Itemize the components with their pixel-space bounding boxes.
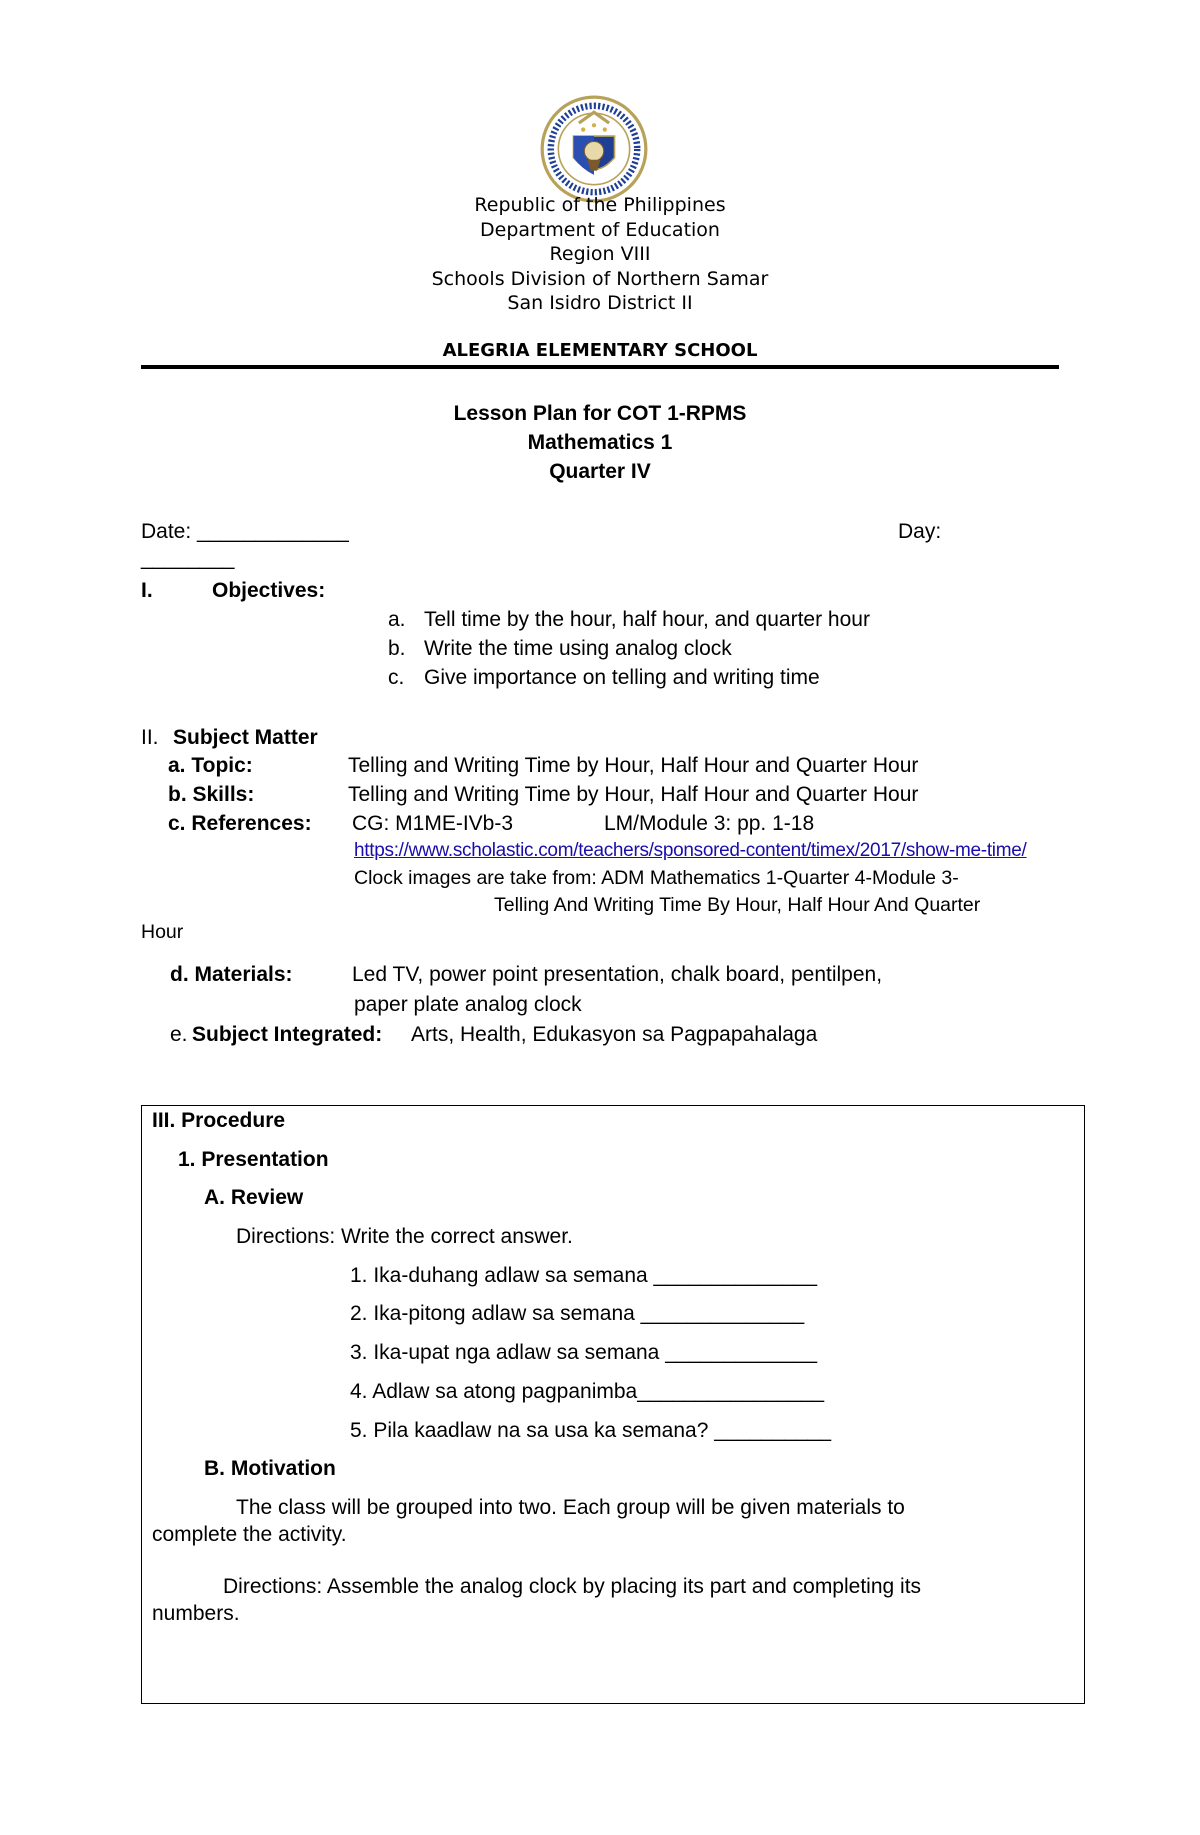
day-blank: ________ [141,547,235,570]
integrated-label: Subject Integrated: [192,1023,383,1046]
header-divider [141,365,1059,369]
review-question: 1. Ika-duhang adlaw sa semana ______________ [350,1264,818,1287]
procedure-heading: III. Procedure [152,1109,286,1132]
objective-item: Tell time by the hour, half hour, and quarter hour [424,608,870,631]
clock-source-line-3: Hour [141,921,184,943]
quarter-title: Quarter IV [549,460,651,483]
header-line-department: Department of Education [480,219,720,241]
clock-source-line-2: Telling And Writing Time By Hour, Half Hour And Quarter [494,894,981,916]
header-line-division: Schools Division of Northern Samar [431,268,769,290]
objectives-numeral: I. [141,579,153,602]
date-field: Date: _____________ [141,520,349,543]
objectives-heading: Objectives: [212,579,326,602]
clock-source-line-1: Clock images are take from: ADM Mathematics 1-Quarter 4-Module 3- [354,867,959,889]
subject-matter-numeral: II. [141,726,159,749]
lesson-plan-title: Lesson Plan for COT 1-RPMS [453,402,747,425]
presentation-heading: 1. Presentation [178,1148,329,1171]
subject-matter-heading: Subject Matter [173,726,318,749]
review-question: 2. Ika-pitong adlaw sa semana ______________ [350,1302,805,1325]
motivation-paragraph-1-line-1: The class will be grouped into two. Each group will be given materials to [236,1496,905,1519]
review-question: 4. Adlaw sa atong pagpanimba________________ [350,1380,825,1403]
header-line-district: San Isidro District II [507,292,693,314]
objective-letter: c. [388,666,405,689]
school-name: ALEGRIA ELEMENTARY SCHOOL [442,340,758,361]
review-directions: Directions: Write the correct answer. [236,1225,573,1248]
header-line-republic: Republic of the Philippines [474,194,726,216]
day-label: Day: [898,520,942,543]
skills-label: b. Skills: [168,783,255,806]
subject-title: Mathematics 1 [527,431,673,454]
integrated-letter: e. [170,1023,188,1046]
materials-label: d. Materials: [170,963,293,986]
references-label: c. References: [168,812,312,835]
integrated-value: Arts, Health, Edukasyon sa Pagpapahalaga [411,1023,818,1046]
reference-cg: CG: M1ME-IVb-3 [352,812,514,835]
materials-line-1: Led TV, power point presentation, chalk board, pentilpen, [352,963,883,986]
materials-line-2: paper plate analog clock [354,993,582,1016]
motivation-heading: B. Motivation [204,1457,336,1480]
motivation-paragraph-2-line-2: numbers. [152,1602,240,1625]
objective-item: Give importance on telling and writing time [424,666,820,689]
objective-letter: a. [388,608,406,631]
objective-item: Write the time using analog clock [424,637,732,660]
topic-value: Telling and Writing Time by Hour, Half Hour and Quarter Hour [348,754,919,777]
review-heading: A. Review [204,1186,304,1209]
reference-lm: LM/Module 3: pp. 1-18 [604,812,815,835]
review-question: 3. Ika-upat nga adlaw sa semana _____________ [350,1341,818,1364]
motivation-paragraph-1-line-2: complete the activity. [152,1523,347,1546]
motivation-paragraph-2-line-1: Directions: Assemble the analog clock by placing its part and completing its [223,1575,922,1598]
skills-value: Telling and Writing Time by Hour, Half Hour and Quarter Hour [348,783,919,806]
review-question: 5. Pila kaadlaw na sa usa ka semana? __________ [350,1419,832,1442]
header-line-region: Region VIII [549,243,651,265]
reference-link[interactable]: https://www.scholastic.com/teachers/sponsored-content/timex/2017/show-me-time/ [354,840,1027,861]
topic-label: a. Topic: [168,754,253,777]
objective-letter: b. [388,637,406,660]
deped-seal-icon [540,95,648,203]
